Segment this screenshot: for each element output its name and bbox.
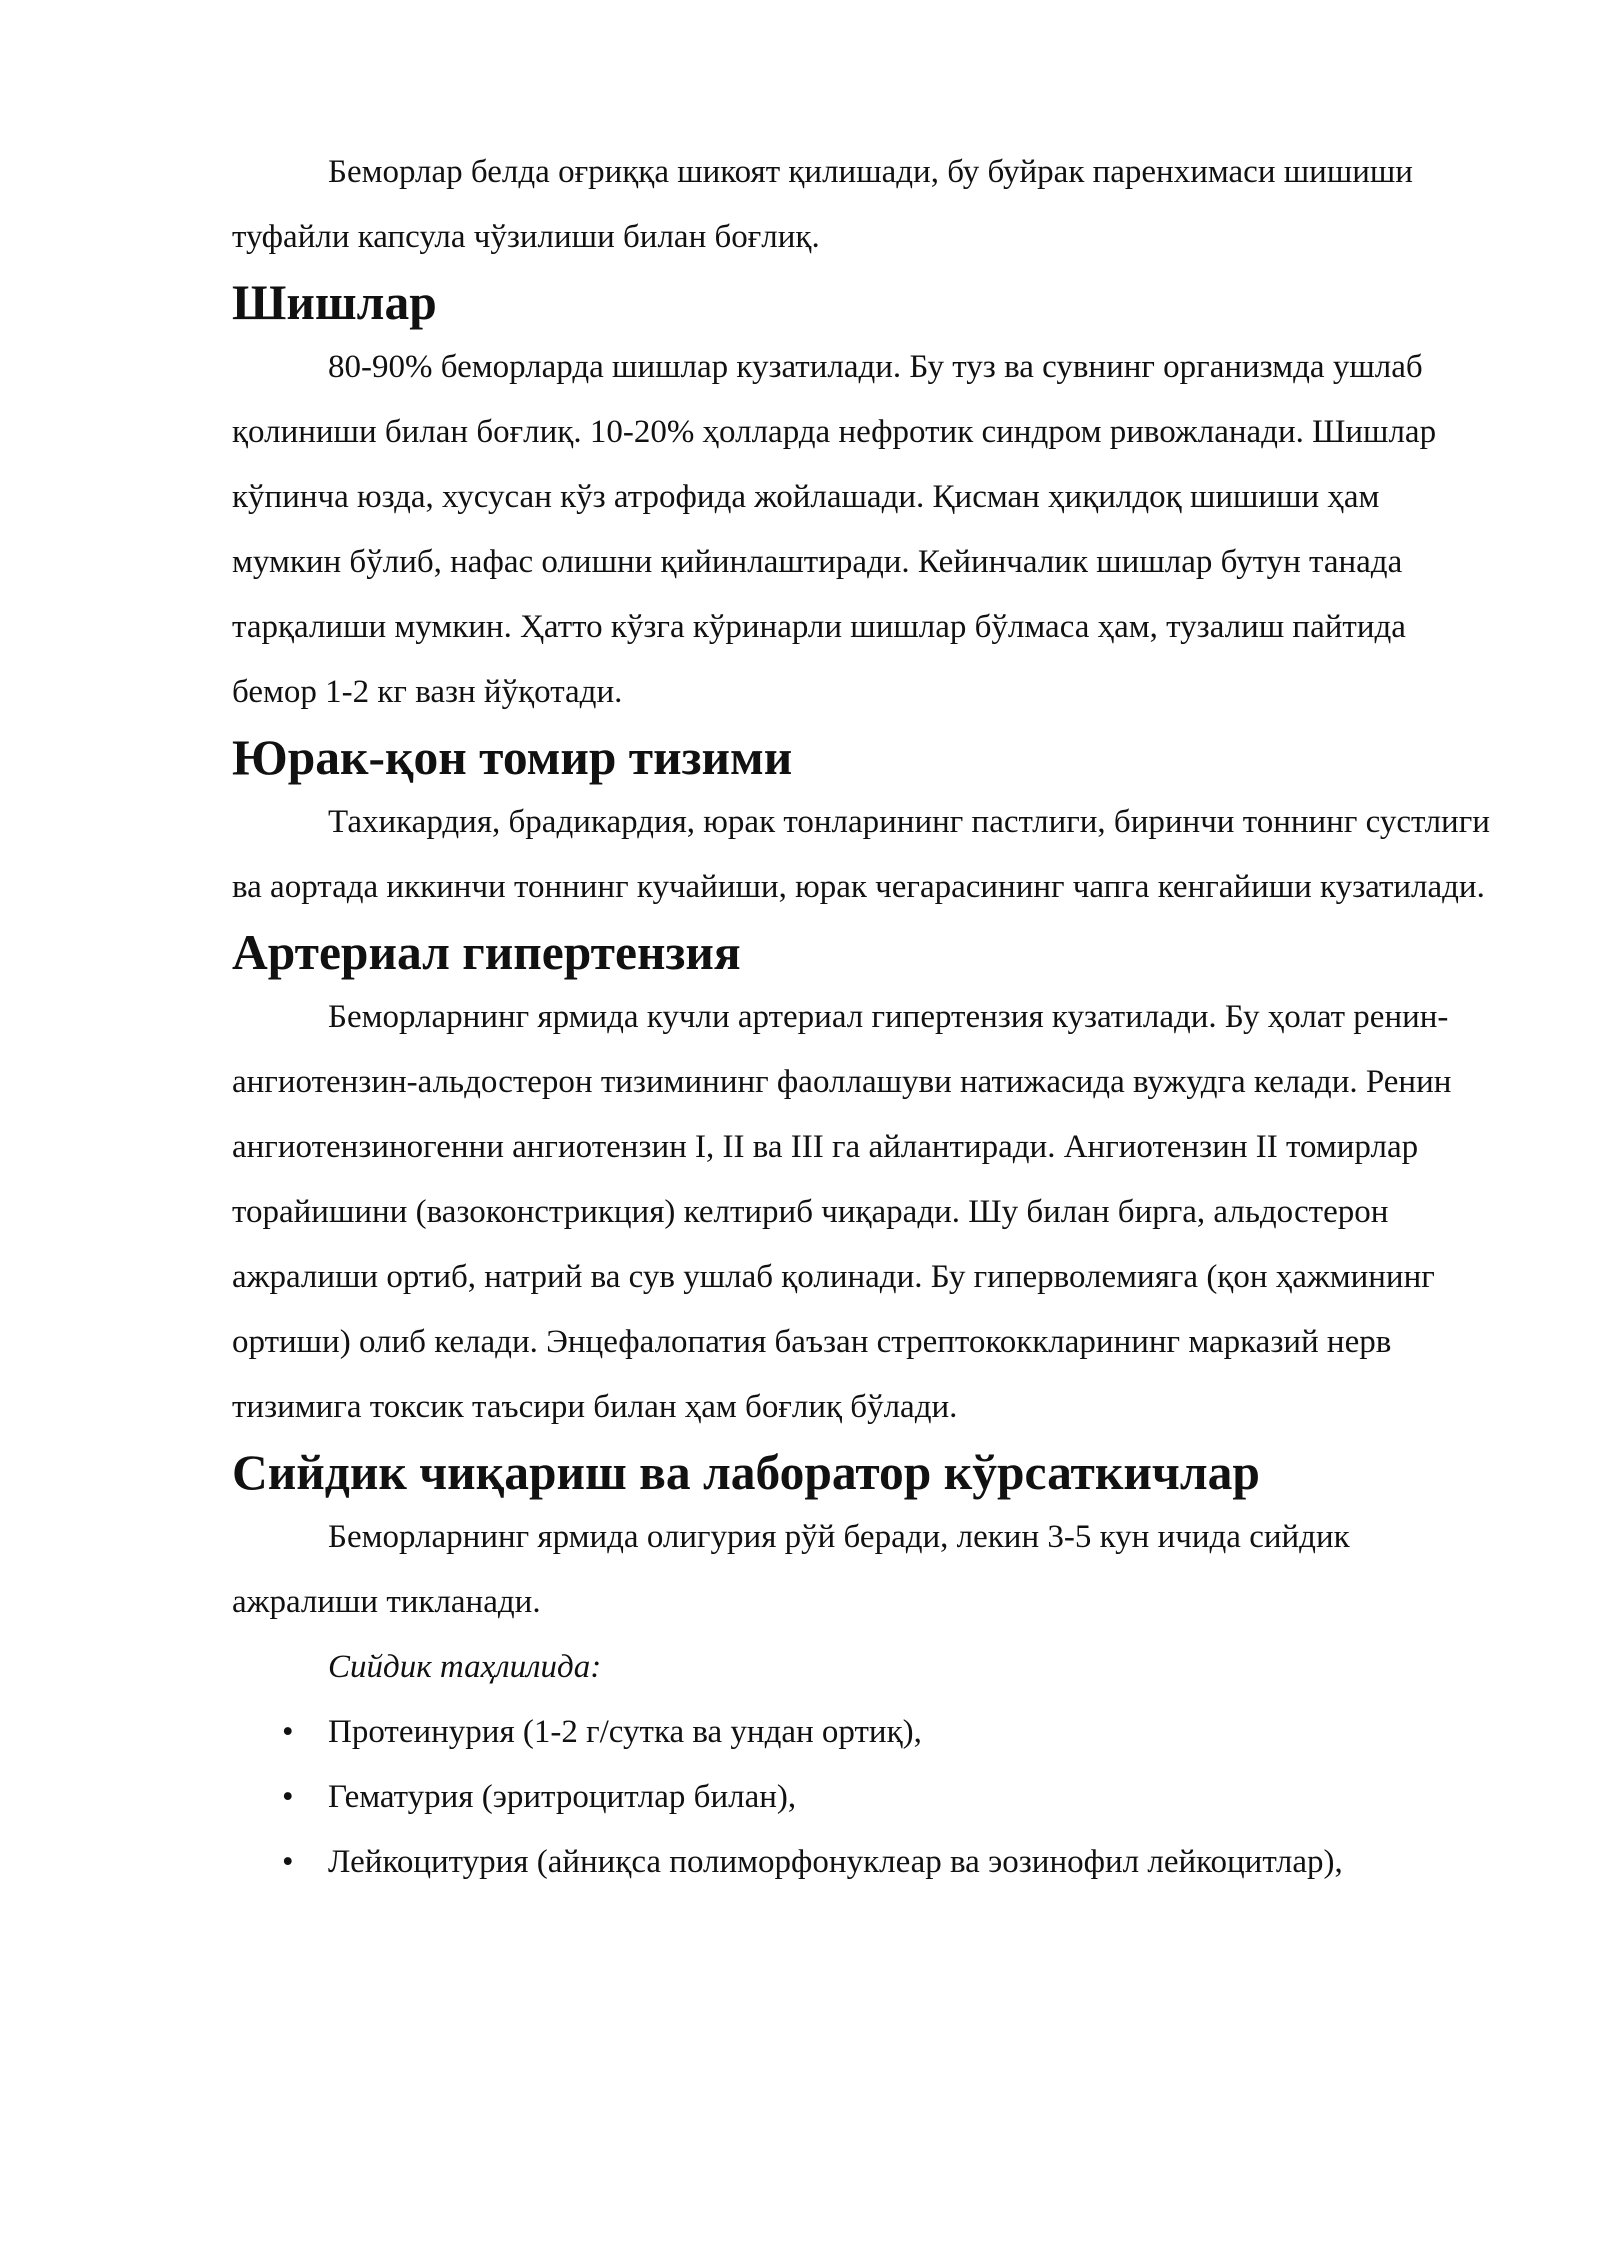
bullet-icon: •	[282, 1844, 294, 1880]
list-item-text: Лейкоцитурия (айниқса полиморфонуклеар ва эозинофил лейкоцитлар),	[328, 1844, 1343, 1880]
list-item	[232, 1700, 1494, 1765]
document-page	[232, 140, 1494, 1895]
intro-paragraph: Беморлар белда оғриққа шикоят қилишади, бу буйрак паренхимаси шишиши туфайли капсула чўзилиши билан боғлиқ.	[232, 154, 1413, 255]
section-paragraph-urine-lab: Беморларнинг ярмида олигурия рўй беради, лекин 3-5 кун ичида сийдик ажралиши тикланади.	[232, 1519, 1350, 1620]
section-heading-urine-lab: Сийдик чиқариш ва лаборатор кўрсаткичлар	[232, 1445, 1260, 1500]
bullet-icon: •	[282, 1714, 294, 1750]
list-item-text: Протеинурия (1-2 г/сутка ва ундан ортиқ),	[328, 1714, 922, 1750]
section-heading-cardiovascular: Юрак-қон томир тизими	[232, 730, 793, 785]
section-heading-edema: Шишлар	[232, 275, 437, 330]
urinalysis-label: Сийдик таҳлилида:	[328, 1649, 602, 1685]
bullet-icon: •	[282, 1779, 294, 1815]
list-item	[232, 1830, 1494, 1895]
list-item-text: Гематурия (эритроцитлар билан),	[328, 1779, 797, 1815]
urinalysis-list	[232, 1700, 1494, 1895]
section-paragraph-cardiovascular: Тахикардия, брадикардия, юрак тонларининг пастлиги, биринчи тоннинг сустлиги ва аортада иккинчи тоннинг кучайиши, юрак чегарасининг чапга кенгайиши кузатилади.	[232, 804, 1490, 905]
section-heading-hypertension: Артериал гипертензия	[232, 925, 741, 980]
section-paragraph-edema: 80-90% беморларда шишлар кузатилади. Бу туз ва сувнинг организмда ушлаб қолиниши билан боғлиқ. 10-20% ҳолларда нефротик синдром ривожланади. Шишлар кўпинча юзда, хусусан кўз атрофида жойлашади. Қисман ҳиқилдоқ шишиши ҳам мумкин бўлиб, нафас олишни қийинлаштиради. Кейинчалик шишлар бутун танада тарқалиши мумкин. Ҳатто кўзга кўринарли шишлар бўлмаса ҳам, тузалиш пайтида бемор 1-2 кг вазн йўқотади.	[232, 349, 1437, 710]
section-paragraph-hypertension: Беморларнинг ярмида кучли артериал гипертензия кузатилади. Бу ҳолат ренин-ангиотензин-альдостерон тизимининг фаоллашуви натижасида вужудга келади. Ренин ангиотензиногенни ангиотензин I, II ва III га айлантиради. Ангиотензин II томирлар торайишини (вазоконстрикция) келтириб чиқаради. Шу билан бирга, альдостерон ажралиши ортиб, натрий ва сув ушлаб қолинади. Бу гиперволемияга (қон ҳажмининг ортиши) олиб келади. Энцефалопатия баъзан стрептококкларининг марказий нерв тизимига токсик таъсири билан ҳам боғлиқ бўлади.	[232, 999, 1452, 1425]
list-item	[232, 1765, 1494, 1830]
